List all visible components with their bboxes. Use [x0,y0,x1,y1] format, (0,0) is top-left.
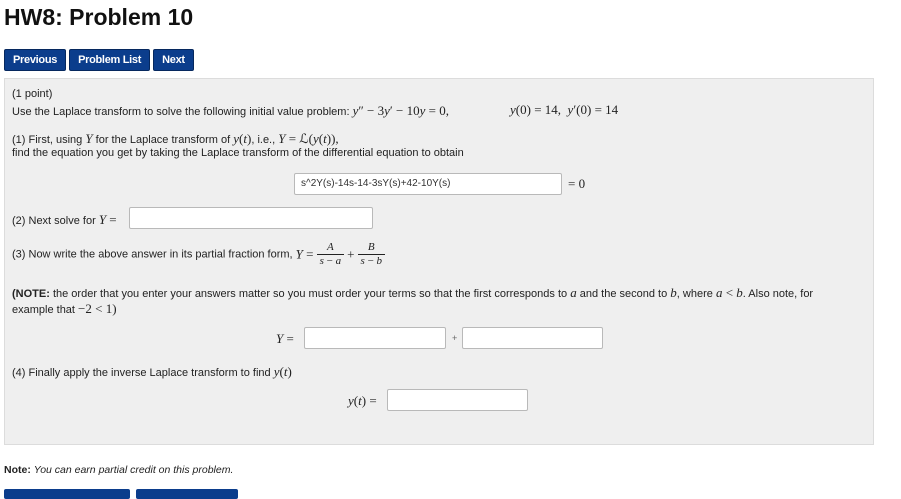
step2-text: (2) Next solve for [12,215,96,227]
ode-equation: y″ − 3y′ − 10y = 0, [352,103,449,118]
points-label: (1 point) [12,88,53,100]
partial-credit-note [4,464,233,476]
footer-note-text: You can earn partial credit on this problem. [33,464,234,476]
problem-intro [12,103,449,119]
previous-button[interactable]: Previous [4,49,66,71]
note-text-a: the order that you enter your answers matter so you must order your terms so that the first corresponds to [52,288,568,300]
step3-text: (3) Now write the above answer in its partial fraction form, [12,248,293,261]
note-text-d: . Also note, for [742,288,814,300]
nav-bar [4,49,194,71]
yt-label: y(t) = [348,393,377,408]
next-button[interactable]: Next [153,49,194,71]
problem-list-button[interactable]: Problem List [69,49,150,71]
equation-rhs: = 0 [568,176,586,191]
partial-fraction-b-input[interactable] [462,327,603,349]
step2-line: (2) Next solve for Y = [12,212,117,227]
initial-conditions: y(0) = 14, y′(0) = 14 [510,102,619,117]
note-label: (NOTE: [12,288,50,300]
solve-y-input[interactable] [129,207,373,229]
submit-button-partial[interactable] [4,489,130,499]
inverse-laplace-input[interactable] [387,389,528,411]
step3-line: (3) Now write the above answer in its partial fraction form, Y = $\frac{A}{s - a}$ + $\frac{B}{s - b}$ [12,241,385,268]
step4-text: (4) Finally apply the inverse Laplace transform to find [12,367,271,379]
step1-line2: find the equation you get by taking the Laplace transform of the differential equation to obtain [12,147,464,159]
step4-line: (4) Finally apply the inverse Laplace transform to find y(t) [12,364,292,379]
step1-line1: (1) First, using Y for the Laplace transform of y(t), i.e., Y = ℒ(y(t)), [12,131,339,146]
fraction-b: $\frac{B}{s - b}$ [358,241,386,268]
preview-button-partial[interactable] [136,489,238,499]
note-line1: (NOTE: the order that you enter your answers matter so you must order your terms so that the first corresponds to a and the second to b, where a < b. Also note, for [12,285,814,300]
note-line2: example that −2 < 1) [12,301,117,316]
plus-sign: + [452,333,458,343]
footer-note-label: Note: [4,464,31,476]
intro-text: Use the Laplace transform to solve the following initial value problem: [12,106,350,118]
laplace-equation-input[interactable]: s^2Y(s)-14s-14-3sY(s)+42-10Y(s) [294,173,562,195]
note-text-c: , where [676,288,713,300]
step1-text-c: , i.e., [251,134,276,146]
step1-text-a: (1) First, using [12,134,83,146]
step1-text-b: for the Laplace transform of [95,134,231,146]
partial-fraction-a-input[interactable] [304,327,446,349]
page-title: HW8: Problem 10 [4,4,194,30]
fraction-a: $\frac{A}{s - a}$ [317,241,345,268]
pf-y-label: Y = [276,331,294,346]
note-text-b: and the second to [579,288,668,300]
note-line2-text: example that [12,304,75,316]
problem-box [4,78,874,445]
